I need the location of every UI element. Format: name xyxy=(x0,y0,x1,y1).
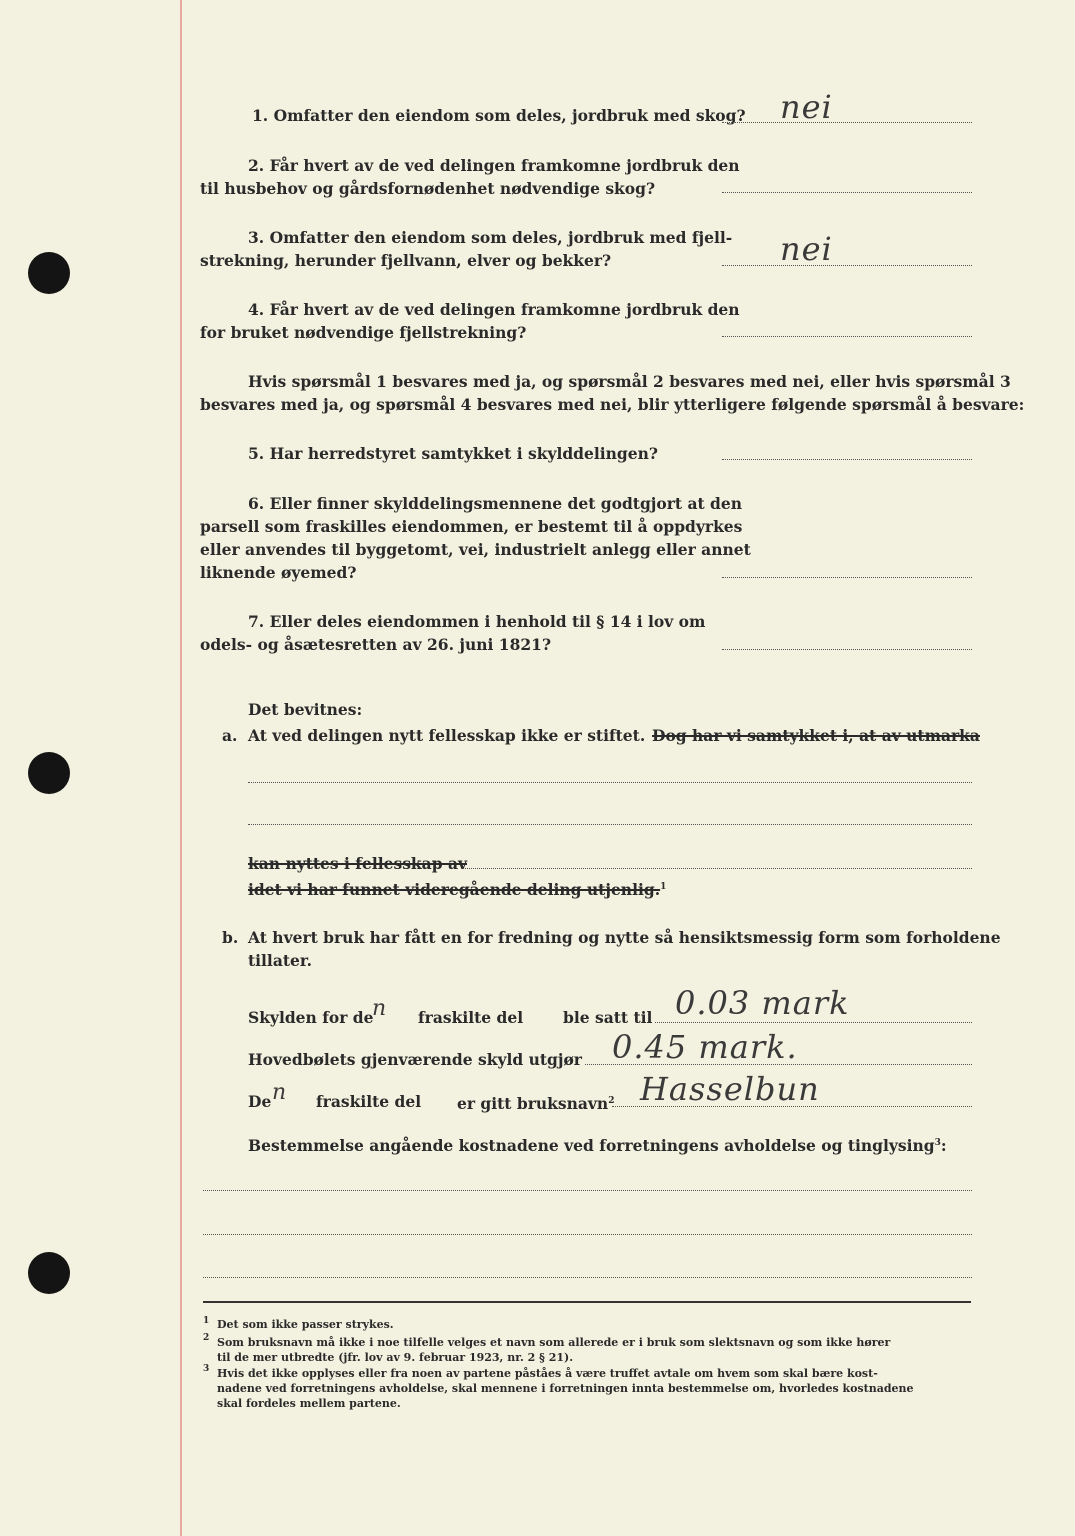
answer-line-4[interactable] xyxy=(722,336,972,337)
footnote-2-line2: til de mer utbredte (jfr. lov av 9. februar 1923, nr. 2 § 21). xyxy=(217,1351,574,1364)
question-5: 5. Har herredstyret samtykket i skylddelingen? xyxy=(248,444,658,463)
footnote-ref-2: 2 xyxy=(608,1096,615,1106)
skyld-label-2: Hovedbølets gjenværende skyld utgjør xyxy=(248,1050,582,1069)
bruksnavn-value: Hasselbun xyxy=(640,1070,820,1108)
skyld-label-3c-wrap xyxy=(457,1090,614,1115)
punch-hole xyxy=(28,1252,70,1294)
skyld-label-3a: De xyxy=(248,1092,272,1111)
punch-hole xyxy=(28,752,70,794)
skyld-label-1b: fraskilte del xyxy=(418,1008,524,1027)
question-6-line3: eller anvendes til byggetomt, vei, industrielt anlegg eller annet xyxy=(200,540,751,559)
answer-1-handwritten: nei xyxy=(780,88,833,126)
kost-line-1[interactable] xyxy=(203,1190,972,1191)
answer-line-5[interactable] xyxy=(722,459,972,460)
skyld-label-3c: er gitt bruksnavn xyxy=(457,1094,609,1114)
skyld-label-1a: Skylden for de xyxy=(248,1008,374,1027)
answer-line-7[interactable] xyxy=(722,649,972,650)
skyld-label-3b: fraskilte del xyxy=(316,1092,422,1111)
question-6-line2: parsell som fraskilles eiendommen, er bestemt til å oppdyrkes xyxy=(200,517,743,536)
kost-label-wrap xyxy=(248,1132,947,1157)
bevitnes-b-line1: At hvert bruk har fått en for fredning og nytte så hensiktsmessig form som forholdene xyxy=(248,928,1001,947)
footnote-3-line2: nadene ved forretningens avholdelse, skal mennene i forretningen innta bestemmelse om, hvorledes kostnadene xyxy=(217,1382,914,1395)
kost-line-3[interactable] xyxy=(203,1277,972,1278)
struck-line-3-wrap xyxy=(248,876,666,901)
question-7-line1: 7. Eller deles eiendommen i henhold til § 14 i lov om xyxy=(248,612,706,631)
bevitnes-a-struck: Dog har vi samtykket i, at av utmarka xyxy=(652,726,980,745)
skyld-value-1: 0.03 mark xyxy=(675,984,850,1022)
kost-label: Bestemmelse angående kostnadene ved forretningens avholdelse og tinglysing xyxy=(248,1136,935,1156)
question-4-line1: 4. Får hvert av de ved delingen framkomne jordbruk den xyxy=(248,300,740,319)
footnote-2-line1: Som bruksnavn må ikke i noe tilfelle velges et navn som allerede er i bruk som slektsnavn og som ikke hører xyxy=(217,1336,891,1349)
question-7-line2: odels- og åsætesretten av 26. juni 1821? xyxy=(200,635,552,654)
footnote-3-line1: Hvis det ikke opplyses eller fra noen av partene påståes å være truffet avtale om hvem som skal bære kost- xyxy=(217,1367,878,1380)
question-1: 1. Omfatter den eiendom som deles, jordbruk med skog? xyxy=(252,106,746,125)
question-4-line2: for bruket nødvendige fjellstrekning? xyxy=(200,323,527,342)
answer-line-3[interactable] xyxy=(722,265,972,266)
fellesskap-line-3[interactable] xyxy=(465,868,972,869)
footnote-3-num: 3 xyxy=(203,1364,210,1374)
struck-line-2: kan nyttes i fellesskap av xyxy=(248,854,467,873)
punch-hole xyxy=(28,252,70,294)
skyld-value-2: 0.45 mark. xyxy=(612,1028,798,1066)
question-2-line1: 2. Får hvert av de ved delingen framkomne jordbruk den xyxy=(248,156,740,175)
answer-line-1[interactable] xyxy=(722,122,972,123)
footnote-1-line1: Det som ikke passer strykes. xyxy=(217,1318,394,1331)
struck-line-3: idet vi har funnet videregående deling utjenlig. xyxy=(248,880,661,900)
answer-3-handwritten: nei xyxy=(780,230,833,268)
skyld-value-1-line[interactable] xyxy=(655,1022,972,1023)
bevitnes-heading: Det bevitnes: xyxy=(248,700,363,719)
question-6-line4: liknende øyemed? xyxy=(200,563,357,582)
margin-line xyxy=(180,0,182,1536)
question-3-line2: strekning, herunder fjellvann, elver og bekker? xyxy=(200,251,612,270)
footnote-separator xyxy=(203,1301,971,1303)
fellesskap-line-1[interactable] xyxy=(248,782,972,783)
footnote-ref-3: 3 xyxy=(934,1138,941,1148)
condition-line1: Hvis spørsmål 1 besvares med ja, og spørsmål 2 besvares med nei, eller hvis spørsmål 3 xyxy=(248,372,1011,391)
bevitnes-b-line2: tillater. xyxy=(248,951,313,970)
condition-line2: besvares med ja, og spørsmål 4 besvares med nei, blir ytterligere følgende spørsmål å besvare: xyxy=(200,395,1025,414)
bevitnes-a-label: a. xyxy=(222,726,238,745)
question-6-line1: 6. Eller finner skylddelingsmennene det godtgjort at den xyxy=(248,494,743,513)
kost-line-2[interactable] xyxy=(203,1234,972,1235)
skyld-label-3-hand: n xyxy=(272,1080,288,1105)
answer-line-2[interactable] xyxy=(722,192,972,193)
footnote-ref-1: 1 xyxy=(660,882,667,892)
bevitnes-b-label: b. xyxy=(222,928,239,947)
footnote-1-num: 1 xyxy=(203,1316,210,1326)
bevitnes-a-text: At ved delingen nytt fellesskap ikke er stiftet. xyxy=(248,726,646,745)
footnote-3-line3: skal fordeles mellem partene. xyxy=(217,1397,401,1410)
question-2-line2: til husbehov og gårdsfornødenhet nødvendige skog? xyxy=(200,179,656,198)
footnote-2-num: 2 xyxy=(203,1333,210,1343)
answer-line-6[interactable] xyxy=(722,577,972,578)
skyld-label-1-hand: n xyxy=(372,996,388,1021)
fellesskap-line-2[interactable] xyxy=(248,824,972,825)
question-3-line1: 3. Omfatter den eiendom som deles, jordbruk med fjell- xyxy=(248,228,733,247)
kost-colon: : xyxy=(940,1136,947,1156)
skyld-label-1c: ble satt til xyxy=(563,1008,653,1027)
